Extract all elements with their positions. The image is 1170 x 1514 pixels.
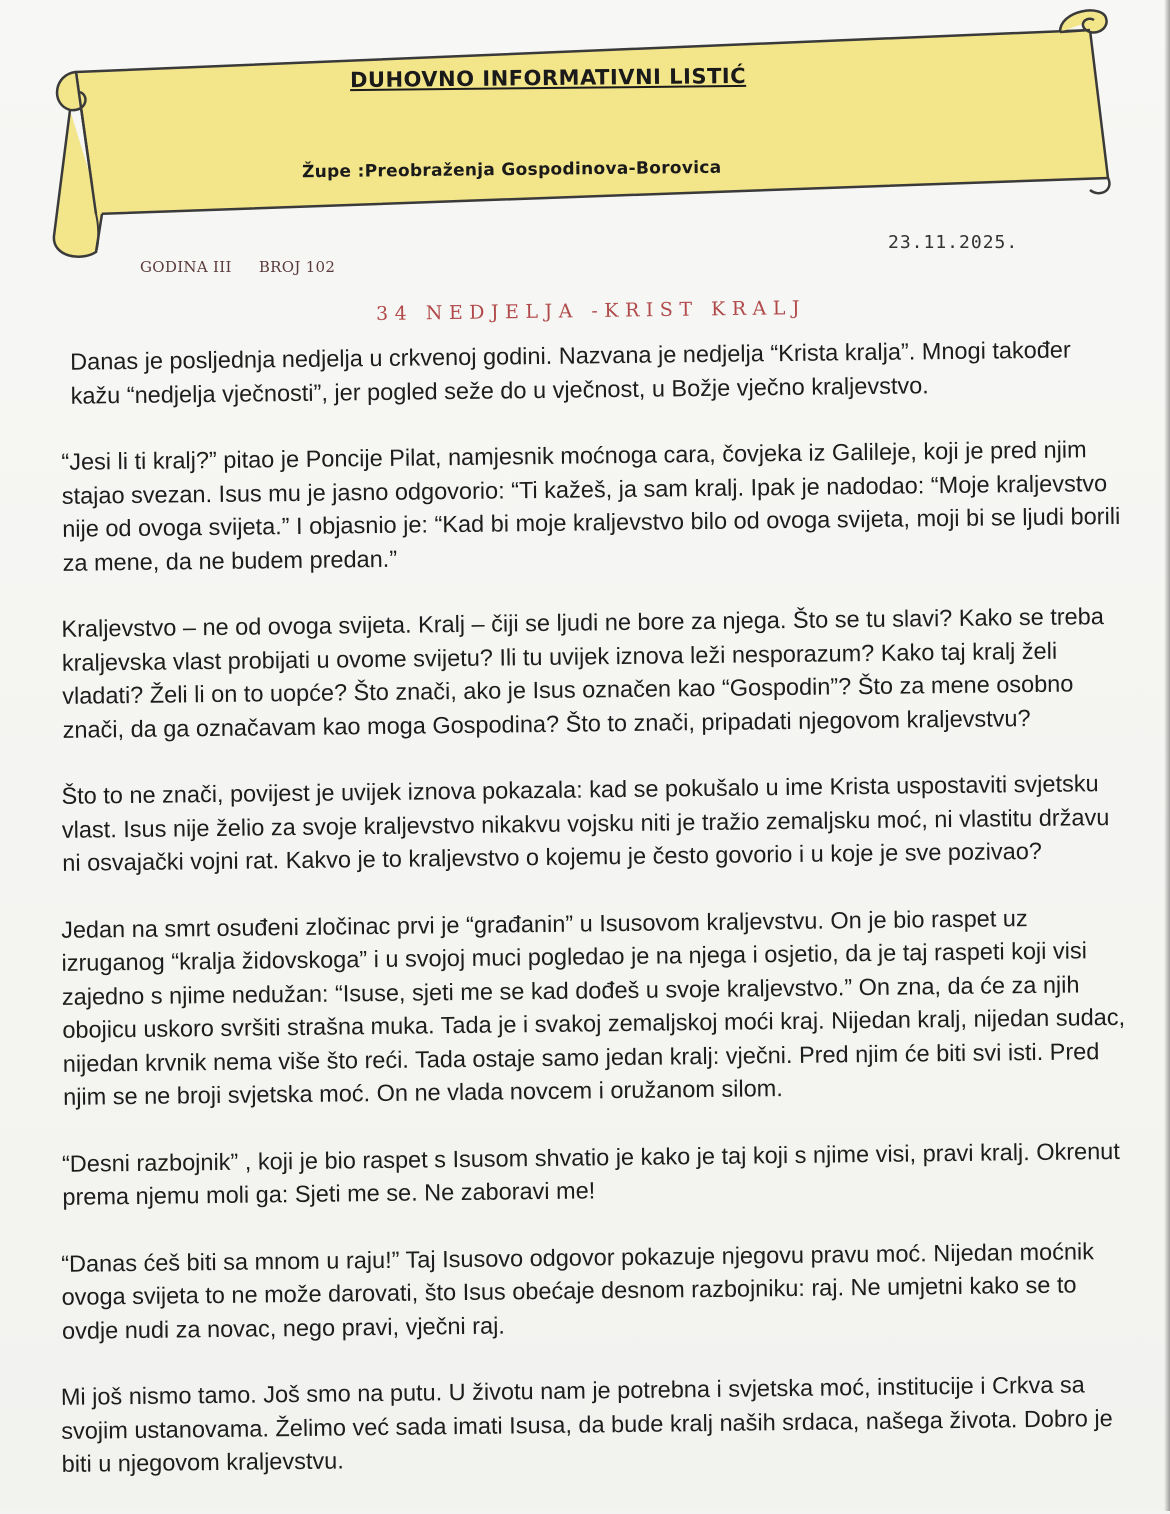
paragraph-7: “Danas ćeš biti sa mnom u raju!” Taj Isusovo odgovor pokazuje njegovu pravu moć. Nijedan moćnik ovoga svijeta to ne može darovati, što Isus obećaje desnom razbojniku: raj. Ne umjetni kako se to ovdje nudi za novac, nego pravi, vječni raj.	[61, 1237, 1095, 1344]
scroll-banner	[40, 0, 1130, 270]
scroll-banner-graphic	[40, 0, 1130, 270]
paragraph-4: Što to ne znači, povijest je uvijek iznova pokazala: kad se pokušalo u ime Krista uspostaviti svjetsku vlast. Isus nije želio za svoje kraljevstvo nikakvu vojsku niti je tražio zemaljsku moć, ni vlastitu državu ni osvajački vojni rat. Kakvo je to kraljevstvo o kojemu je često govorio i u koje je sve pozivao?	[61, 770, 1110, 876]
issue-info	[140, 258, 357, 276]
paragraph-3: Kraljevstvo – ne od ovoga svijeta. Kralj – čiji se ljudi ne bore za njega. Što se tu slavi? Kako se treba kraljevska vlast probijati u ovome svijetu? Ili tu uvijek iznova leži nesporazum? Kako taj kralj želi vladati? Želi li on to uopće? Što znači, ako je Isus označen kao “Gospodin”? Što za mene osobno znači, da ga označavam kao moga Gospodina? Što to znači, pripadati njegovom kraljevstvu?	[61, 603, 1104, 743]
issue-date: 23.11.2025.	[888, 232, 1019, 253]
paragraph-6: “Desni razbojnik” , koji je bio raspet s Isusom shvatio je kako je taj koji s njime visi, pravi kralj. Okrenut prema njemu moli ga: Sjeti me se. Ne zaboravi me!	[61, 1137, 1120, 1210]
paragraph-1: Danas je posljednja nedjelja u crkvenoj godini. Nazvana je nedjelja “Krista kralja”. Mnogi također kažu “nedjelja vječnosti”, jer pogled seže do u vječnost, u Božje vječno kraljevstvo.	[70, 336, 1071, 409]
headline: 34 NEDJELJA -KRIST KRALJ	[375, 296, 807, 326]
paragraph-2: “Jesi li ti kralj?” pitao je Poncije Pilat, namjesnik moćnoga cara, čovjeka iz Galileje, koji je pred njim stajao svezan. Isus mu je jasno odgovorio: “Ti kažeš, ja sam kralj. Ipak je nadodao: “Moje kraljevstvo nije od ovoga svijeta.” I objasnio je: “Kad bi moje kraljevstvo bilo od ovoga svijeta, moji bi se ljudi borili za mene, da ne budem predan.”	[61, 436, 1121, 576]
banner-subtitle: Župe :Preobraženja Gospodinova-Borovica	[301, 157, 722, 183]
article-body	[48, 333, 1137, 1514]
year-label: GODINA III	[140, 258, 232, 276]
issue-number: BROJ 102	[258, 258, 336, 276]
paragraph-8: Mi još nismo tamo. Još smo na putu. U životu nam je potrebna i svjetska moć, institucije i Crkva sa svojim ustanovama. Želimo već sada imati Isusa, da bude kralj naših srdaca, našega života. Dobro je biti u njegovom kraljevstvu.	[60, 1371, 1113, 1477]
page-edge-shadow	[1164, 0, 1170, 1511]
paragraph-5: Jedan na smrt osuđeni zločinac prvi je “građanin” u Isusovom kraljevstvu. On je bio raspet uz izruganog “kralja židovskoga” i u svojoj muci pogledao je na njega i osjetio, da je taj raspeti koji visi zajedno s njime nedužan: “Isuse, sjeti me se kad dođeš u svoje kraljevstvo.” On zna, da će za njih obojicu uskoro svršiti strašna muka. Tada je i svakoj zemaljskoj moći kraj. Nijedan kralj, nijedan sudac, nijedan krvnik nema više što reći. Tada ostaje samo jedan kralj: vječni. Pred njim će biti svi isti. Pred njim se ne broji svjetska moć. On ne vlada novcem i oružanom silom.	[60, 904, 1126, 1110]
banner-title: DUHOVNO INFORMATIVNI LISTIĆ	[349, 63, 747, 93]
